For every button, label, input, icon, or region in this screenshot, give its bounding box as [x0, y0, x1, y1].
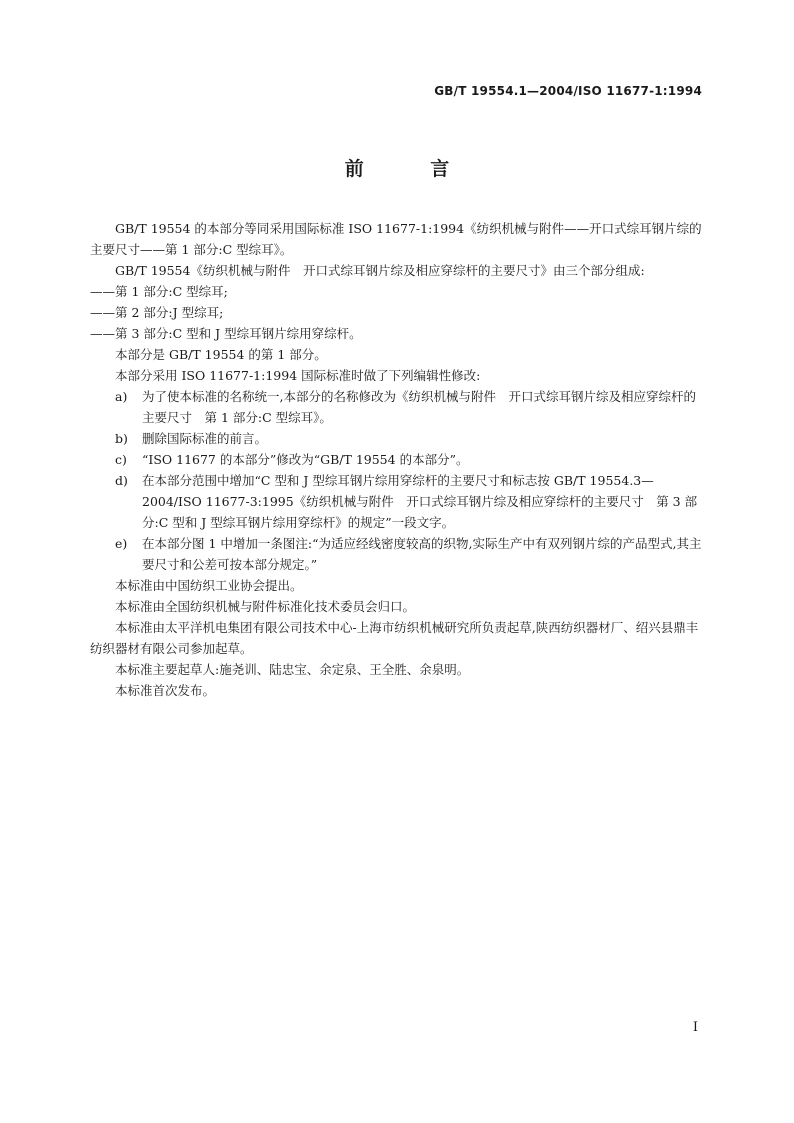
- paragraph-drafters: 本标准主要起草人:施尧训、陆忠宝、余定泉、王全胜、余泉明。: [115, 662, 470, 677]
- item-label: c): [115, 452, 127, 467]
- page-title: 前 言: [344, 158, 480, 180]
- paragraph-parts-intro: GB/T 19554《纺织机械与附件 开口式综耳钢片综及相应穿综杆的主要尺寸》由三个部分组成:: [115, 263, 645, 278]
- paragraph-adoption: GB/T 19554 的本部分等同采用国际标准 ISO 11677-1:1994《纺织机械与附件——开口式综耳钢片综的主要尺寸——第 1 部分:C 型综耳》。: [90, 221, 702, 257]
- paragraph-modifications-intro: 本部分采用 ISO 11677-1:1994 国际标准时做了下列编辑性修改:: [115, 368, 481, 383]
- item-label: b): [115, 431, 128, 446]
- paragraph-part-of: 本部分是 GB/T 19554 的第 1 部分。: [115, 347, 327, 362]
- item-text: 在本部分范围中增加“C 型和 J 型综耳钢片综用穿综杆的主要尺寸和标志按 GB/T 19554.3—2004/ISO 11677-3:1995《纺织机械与附件 开口式综耳钢片综及相应穿综杆的主要尺寸 第 3 部分:C 型和 J 型综耳钢片综用穿综杆》的规定”一段文字。: [142, 473, 698, 530]
- item-label: a): [115, 389, 128, 404]
- item-text: 删除国际标准的前言。: [142, 431, 268, 446]
- modification-item-e: [90, 533, 704, 575]
- list-item-part-2: ——第 2 部分:J 型综耳;: [90, 305, 224, 320]
- item-text: 在本部分图 1 中增加一条图注:“为适应经线密度较高的织物,实际生产中有双列钢片综的产品型式,其主要尺寸和公差可按本部分规定。”: [142, 536, 702, 572]
- item-label: d): [115, 473, 128, 488]
- foreword-body: [90, 218, 704, 701]
- page-number: I: [692, 1020, 698, 1035]
- list-item-part-3: ——第 3 部分:C 型和 J 型综耳钢片综用穿综杆。: [90, 326, 362, 341]
- item-label: e): [115, 536, 128, 551]
- list-item-part-1: ——第 1 部分:C 型综耳;: [90, 284, 228, 299]
- modification-item-b: [90, 428, 704, 449]
- item-text: “ISO 11677 的本部分”修改为“GB/T 19554 的本部分”。: [142, 452, 469, 467]
- paragraph-drafting-units: 本标准由太平洋机电集团有限公司技术中心-上海市纺织机械研究所负责起草,陕西纺织器材厂、绍兴县鼎丰纺织器材有限公司参加起草。: [90, 620, 699, 656]
- item-text: 为了使本标准的名称统一,本部分的名称修改为《纺织机械与附件 开口式综耳钢片综及相应穿综杆的主要尺寸 第 1 部分:C 型综耳》。: [142, 389, 696, 425]
- modification-item-d: [90, 470, 704, 533]
- modification-item-c: [90, 449, 704, 470]
- paragraph-committee: 本标准由全国纺织机械与附件标准化技术委员会归口。: [115, 599, 416, 614]
- paragraph-proposer: 本标准由中国纺织工业协会提出。: [115, 578, 303, 593]
- paragraph-first-release: 本标准首次发布。: [115, 683, 216, 698]
- modification-item-a: [90, 386, 704, 428]
- standard-code-header: GB/T 19554.1—2004/ISO 11677-1:1994: [434, 84, 702, 98]
